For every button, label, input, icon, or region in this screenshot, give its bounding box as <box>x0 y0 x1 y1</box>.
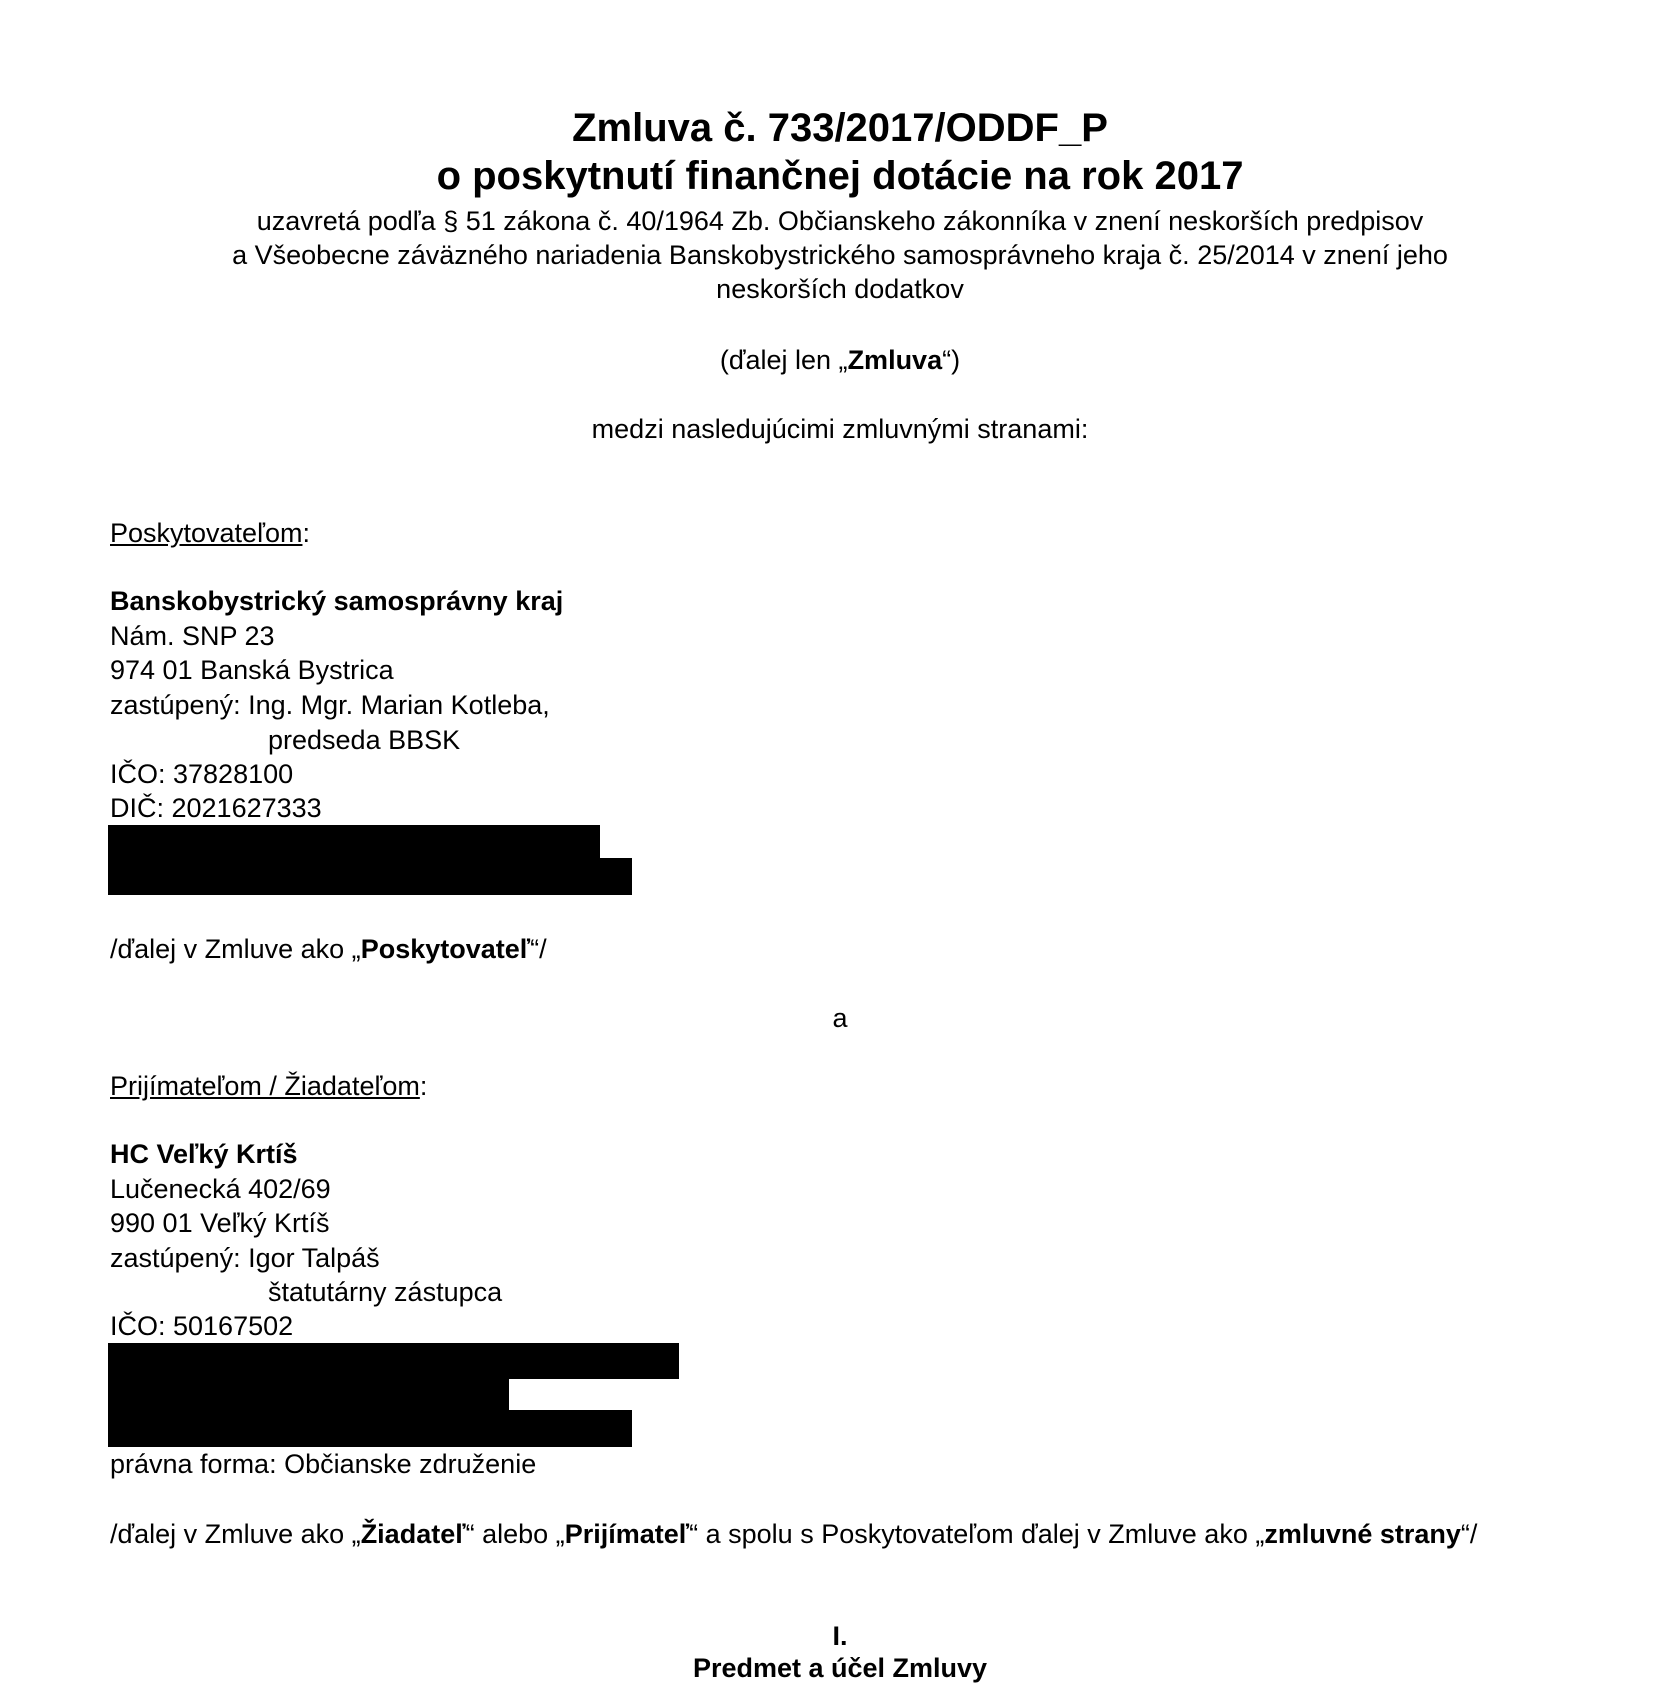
recipient-heading-label: Prijímateľom / Žiadateľom <box>110 1071 420 1101</box>
contract-title: Zmluva č. 733/2017/ODDF_P <box>572 106 1108 150</box>
recipient-representative-role: štatutárny zástupca <box>268 1277 503 1307</box>
recipient-name: HC Veľký Krtíš <box>110 1139 298 1169</box>
contract-alias-prefix: (ďalej len „ <box>719 345 848 375</box>
provider-city: 974 01 Banská Bystrica <box>110 655 394 685</box>
recipient-heading <box>110 1069 427 1103</box>
contract-alias-suffix: “) <box>942 345 961 375</box>
recipient-representative: zastúpený: Igor Talpáš <box>110 1243 380 1273</box>
recipient-heading-colon: : <box>419 1071 428 1101</box>
recipient-alias-term-3: zmluvné strany <box>1264 1519 1461 1549</box>
provider-alias-prefix: /ďalej v Zmluve ako „ <box>110 934 361 964</box>
conjunction: a <box>832 1003 848 1033</box>
recipient-alias-part-1: /ďalej v Zmluve ako „ <box>110 1519 361 1549</box>
recipient-city: 990 01 Veľký Krtíš <box>110 1208 330 1238</box>
recipient-alias <box>110 1517 1570 1551</box>
contract-alias-term: Zmluva <box>847 345 943 375</box>
provider-alias <box>110 932 547 966</box>
parties-intro: medzi nasledujúcimi zmluvnými stranami: <box>591 414 1089 444</box>
recipient-alias-part-4: “/ <box>1460 1519 1478 1549</box>
legal-basis-line-3: neskorších dodatkov <box>716 274 964 304</box>
recipient-alias-part-3: “ a spolu s Poskytovateľom ďalej v Zmluve ako „ <box>689 1519 1265 1549</box>
contract-alias <box>0 343 1680 377</box>
legal-basis-line-2: a Všeobecne záväzného nariadenia Banskobystrického samosprávneho kraja č. 25/2014 v znení jeho <box>232 240 1448 270</box>
section-title: Predmet a účel Zmluvy <box>692 1653 988 1683</box>
provider-dic: DIČ: 2021627333 <box>110 793 322 823</box>
redaction-block <box>108 858 632 895</box>
recipient-street: Lučenecká 402/69 <box>110 1174 331 1204</box>
redaction-block <box>108 1376 509 1413</box>
redaction-block <box>108 1343 679 1379</box>
provider-representative-role: predseda BBSK <box>268 725 461 755</box>
recipient-legal-form: právna forma: Občianske združenie <box>110 1449 537 1479</box>
recipient-alias-part-2: “ alebo „ <box>465 1519 565 1549</box>
legal-basis-line-1: uzavretá podľa § 51 zákona č. 40/1964 Zb. Občianskeho zákonníka v znení neskorších predpisov <box>256 206 1424 236</box>
provider-ico: IČO: 37828100 <box>110 759 294 789</box>
provider-street: Nám. SNP 23 <box>110 621 275 651</box>
provider-heading-colon: : <box>302 518 310 548</box>
redaction-block <box>108 1410 632 1447</box>
legal-basis <box>140 204 1540 306</box>
recipient-alias-term-1: Žiadateľ <box>360 1519 466 1549</box>
provider-alias-term: Poskytovateľ <box>360 934 531 964</box>
section-number: I. <box>832 1621 848 1651</box>
contract-subject: o poskytnutí finančnej dotácie na rok 2017 <box>436 154 1244 198</box>
provider-representative: zastúpený: Ing. Mgr. Marian Kotleba, <box>110 690 550 720</box>
provider-alias-suffix: “/ <box>530 934 547 964</box>
redaction-block <box>108 825 600 861</box>
recipient-ico: IČO: 50167502 <box>110 1311 294 1341</box>
provider-heading-label: Poskytovateľom <box>110 518 303 548</box>
provider-heading <box>110 516 310 550</box>
recipient-alias-term-2: Prijímateľ <box>564 1519 690 1549</box>
provider-name: Banskobystrický samosprávny kraj <box>110 586 564 616</box>
